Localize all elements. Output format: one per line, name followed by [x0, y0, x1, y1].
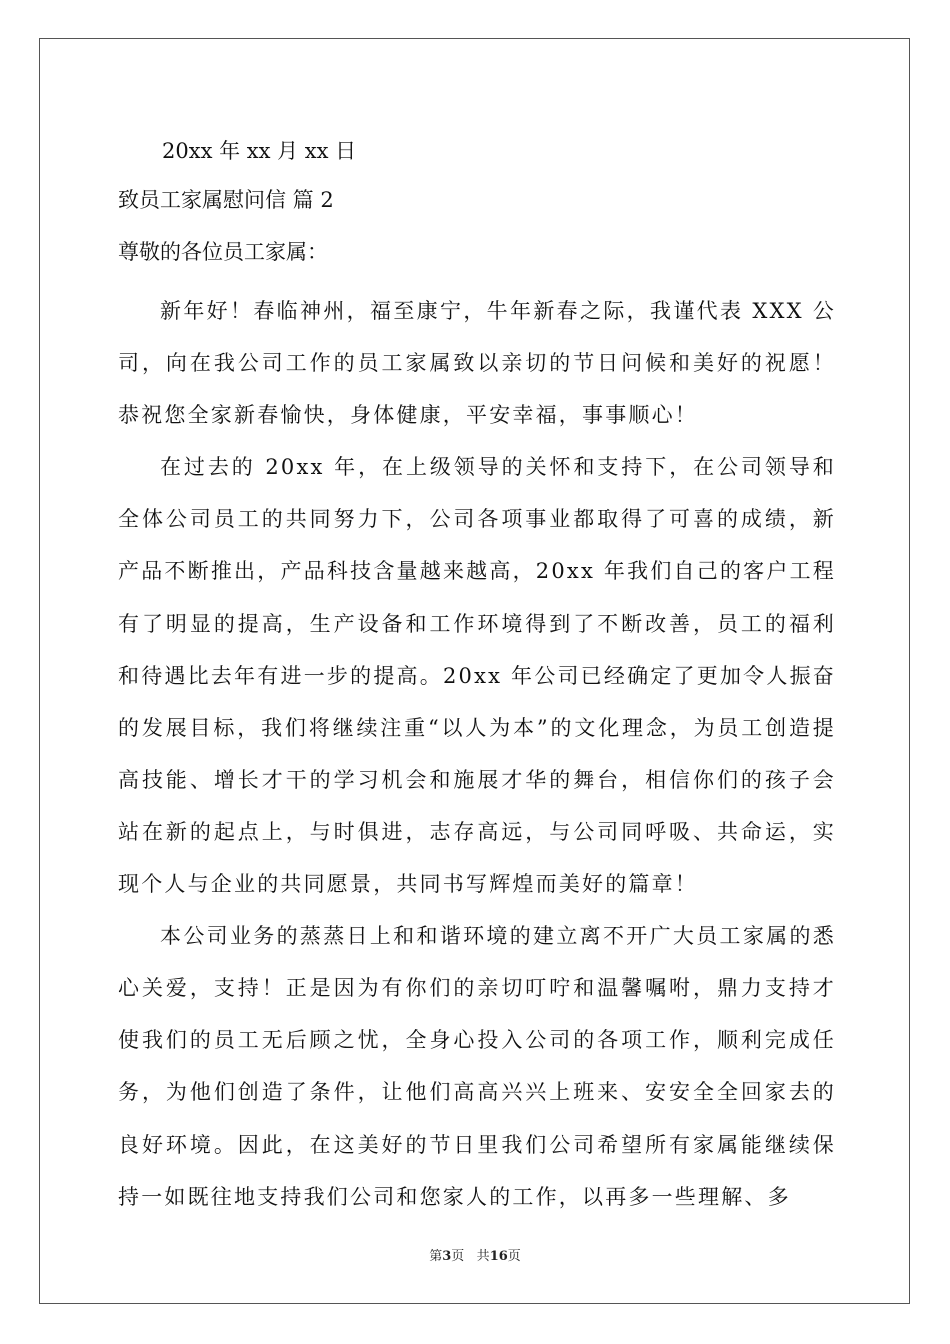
page-footer [0, 1245, 950, 1264]
paragraph-3: 本公司业务的蒸蒸日上和和谐环境的建立离不开广大员工家属的悉心关爱，支持！正是因为有你们的亲切叮咛和温馨嘱咐，鼎力支持才使我们的员工无后顾之忧，全身心投入公司的各项工作，顺利完成任务，为他们创造了条件，让他们高高兴兴上班来、安安全全回家去的良好环境。因此，在这美好的节日里我们公司希望所有家属能继续保持一如既往地支持我们公司和您家人的工作，以再多一些理解、多 [118, 924, 836, 1209]
paragraph-2: 在过去的 20xx 年，在上级领导的关怀和支持下，在公司领导和全体公司员工的共同努力下，公司各项事业都取得了可喜的成绩，新产品不断推出，产品科技含量越来越高，20xx 年我们自己的客户工程有了明显的提高，生产设备和工作环境得到了不断改善，员工的福利和待遇比去年有进一步的提高。20xx 年公司已经确定了更加令人振奋的发展目标，我们将继续注重“以人为本”的文化理念，为员工创造提高技能、增长才干的学习机会和施展才华的舞台，相信你们的孩子会站在新的起点上，与时俱进，志存高远，与公司同呼吸、共命运，实现个人与企业的共同愿景，共同书写辉煌而美好的篇章！ [118, 455, 836, 897]
salutation: 尊敬的各位员工家属： [118, 240, 328, 264]
date-line: 20xx 年 xx 月 xx 日 [162, 139, 357, 163]
page-total: 16 [489, 1249, 508, 1264]
page-prefix: 第 [429, 1249, 443, 1264]
page-current: 3 [442, 1249, 452, 1264]
total-prefix: 共 [476, 1249, 490, 1264]
paragraph-1: 新年好！春临神州，福至康宁，牛年新春之际，我谨代表 XXX 公司，向在我公司工作的员工家属致以亲切的节日问候和美好的祝愿！恭祝您全家新春愉快，身体健康，平安幸福，事事顺心！ [118, 299, 836, 428]
total-unit: 页 [507, 1249, 521, 1264]
letter-body [118, 285, 836, 1223]
page-unit: 页 [451, 1249, 465, 1264]
letter-heading: 致员工家属慰问信 篇 2 [118, 188, 334, 212]
